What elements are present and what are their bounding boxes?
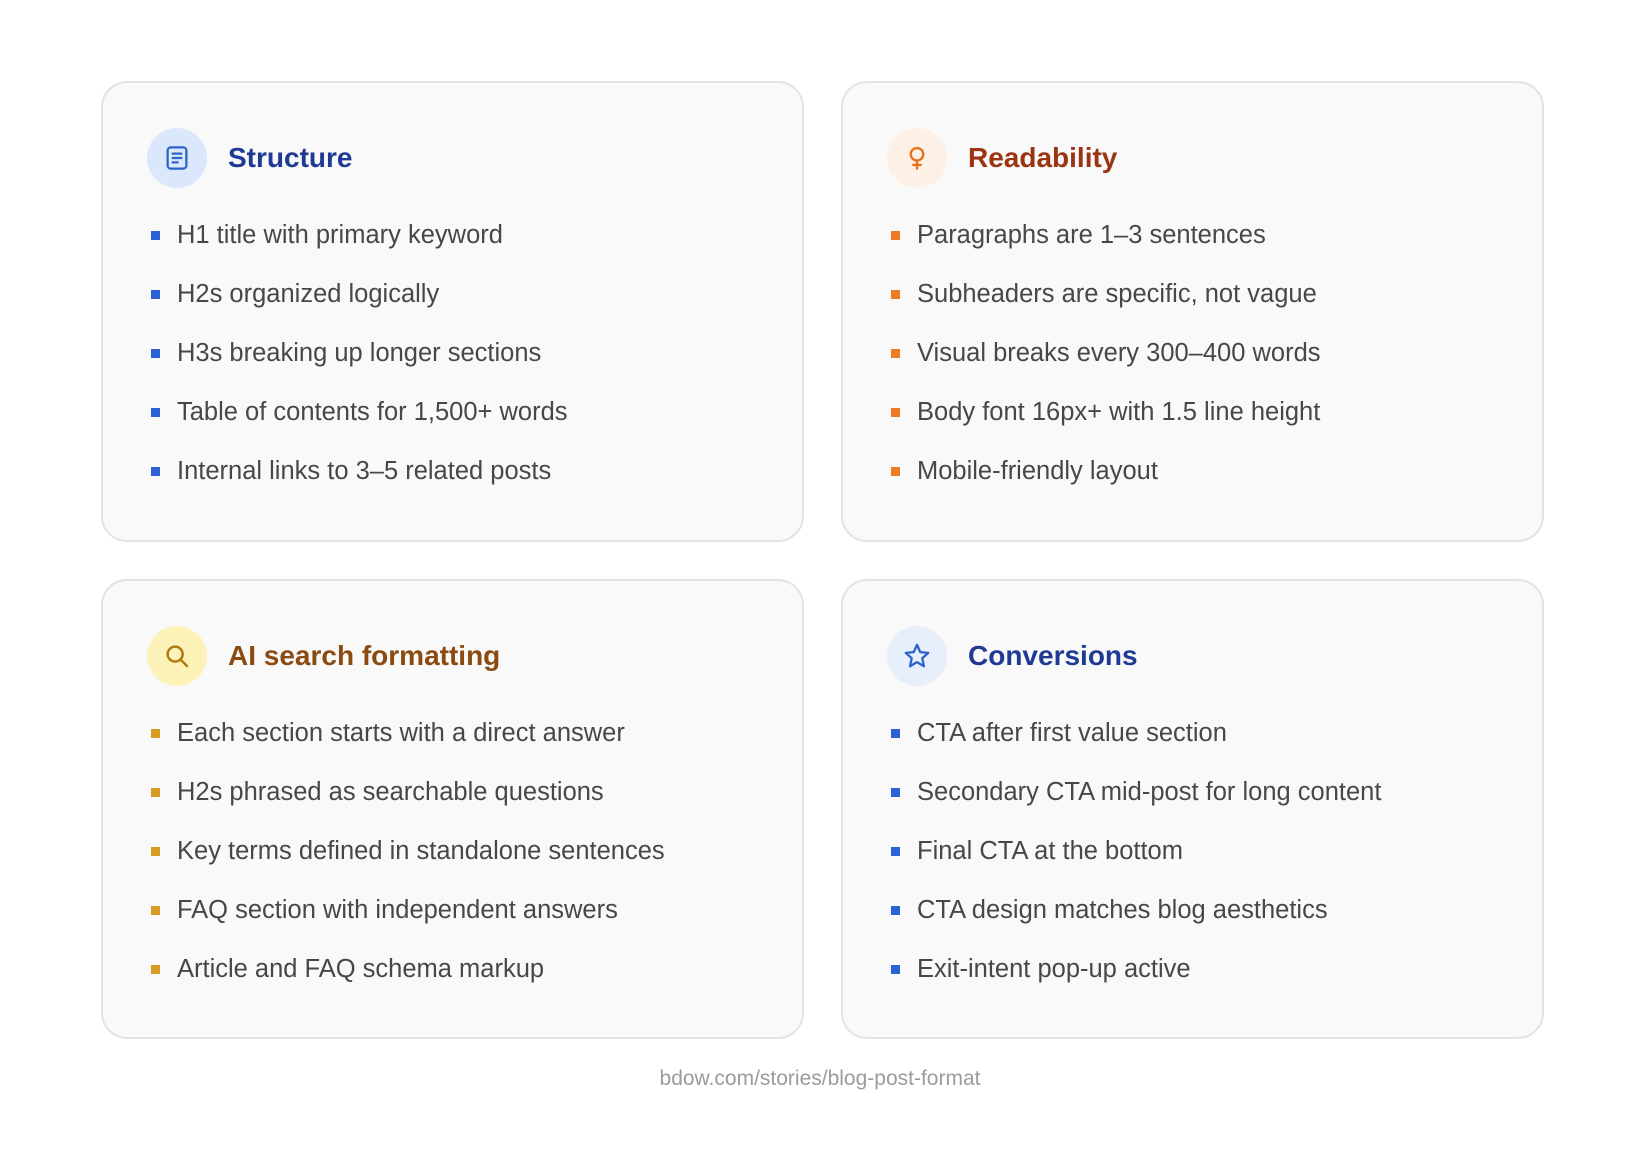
star-icon <box>887 626 947 686</box>
card-readability <box>841 81 1544 542</box>
square-bullet-icon <box>891 349 900 358</box>
list-item <box>147 940 802 999</box>
list-item <box>887 881 1542 940</box>
square-bullet-icon <box>891 408 900 417</box>
list-item <box>147 822 802 881</box>
search-icon <box>147 626 207 686</box>
list-item-text: Exit-intent pop-up active <box>917 954 1191 983</box>
card-title: Structure <box>228 142 353 173</box>
list-item-text: H2s phrased as searchable questions <box>177 777 604 806</box>
card-structure <box>101 81 804 542</box>
square-bullet-icon <box>891 290 900 299</box>
list-item <box>147 881 802 940</box>
square-bullet-icon <box>891 965 900 974</box>
square-bullet-icon <box>151 847 160 856</box>
list-item-text: H2s organized logically <box>177 279 440 308</box>
list-item <box>887 383 1542 442</box>
square-bullet-icon <box>891 788 900 797</box>
list-item <box>147 704 802 763</box>
list-item <box>887 265 1542 324</box>
list-item <box>887 940 1542 999</box>
list-item-text: Each section starts with a direct answer <box>177 718 625 747</box>
list-item <box>887 822 1542 881</box>
list-item <box>887 206 1542 265</box>
square-bullet-icon <box>891 847 900 856</box>
list-item <box>147 324 802 383</box>
list-item-text: Table of contents for 1,500+ words <box>177 397 568 426</box>
list-item-text: Paragraphs are 1–3 sentences <box>917 220 1266 249</box>
card-title: Conversions <box>968 640 1138 671</box>
document-icon <box>147 128 207 188</box>
list-item-text: Final CTA at the bottom <box>917 836 1183 865</box>
checklist <box>887 206 1542 501</box>
list-item-text: Article and FAQ schema markup <box>177 954 545 983</box>
square-bullet-icon <box>151 788 160 797</box>
list-item <box>147 265 802 324</box>
list-item-text: Key terms defined in standalone sentences <box>177 836 665 865</box>
square-bullet-icon <box>891 231 900 240</box>
card-header <box>887 625 1542 687</box>
card-header <box>887 127 1542 189</box>
list-item <box>147 383 802 442</box>
square-bullet-icon <box>891 906 900 915</box>
square-bullet-icon <box>151 906 160 915</box>
list-item-text: H1 title with primary keyword <box>177 220 503 249</box>
list-item-text: H3s breaking up longer sections <box>177 338 542 367</box>
list-item <box>147 763 802 822</box>
list-item-text: Mobile-friendly layout <box>917 456 1158 485</box>
square-bullet-icon <box>151 408 160 417</box>
list-item-text: CTA after first value section <box>917 718 1227 747</box>
square-bullet-icon <box>151 231 160 240</box>
list-item-text: FAQ section with independent answers <box>177 895 618 924</box>
checklist-grid <box>101 81 1541 1039</box>
checklist <box>147 704 802 999</box>
square-bullet-icon <box>151 467 160 476</box>
card-title: AI search formatting <box>228 640 501 671</box>
card-title: Readability <box>968 142 1118 173</box>
card-header <box>147 127 802 189</box>
list-item <box>887 763 1542 822</box>
list-item-text: Secondary CTA mid-post for long content <box>917 777 1382 806</box>
card-header <box>147 625 802 687</box>
checklist <box>147 206 802 501</box>
lightbulb-icon <box>887 128 947 188</box>
list-item <box>887 704 1542 763</box>
list-item <box>147 442 802 501</box>
square-bullet-icon <box>151 349 160 358</box>
list-item-text: Internal links to 3–5 related posts <box>177 456 552 485</box>
source-url: bdow.com/stories/blog-post-format <box>659 1067 981 1090</box>
card-conversions <box>841 579 1544 1039</box>
card-ai-search-formatting <box>101 579 804 1039</box>
square-bullet-icon <box>151 290 160 299</box>
list-item-text: CTA design matches blog aesthetics <box>917 895 1328 924</box>
square-bullet-icon <box>891 467 900 476</box>
list-item <box>887 324 1542 383</box>
square-bullet-icon <box>151 965 160 974</box>
list-item-text: Body font 16px+ with 1.5 line height <box>917 397 1321 426</box>
checklist <box>887 704 1542 999</box>
list-item-text: Subheaders are specific, not vague <box>917 279 1317 308</box>
square-bullet-icon <box>151 729 160 738</box>
square-bullet-icon <box>891 729 900 738</box>
list-item <box>147 206 802 265</box>
list-item <box>887 442 1542 501</box>
list-item-text: Visual breaks every 300–400 words <box>917 338 1321 367</box>
